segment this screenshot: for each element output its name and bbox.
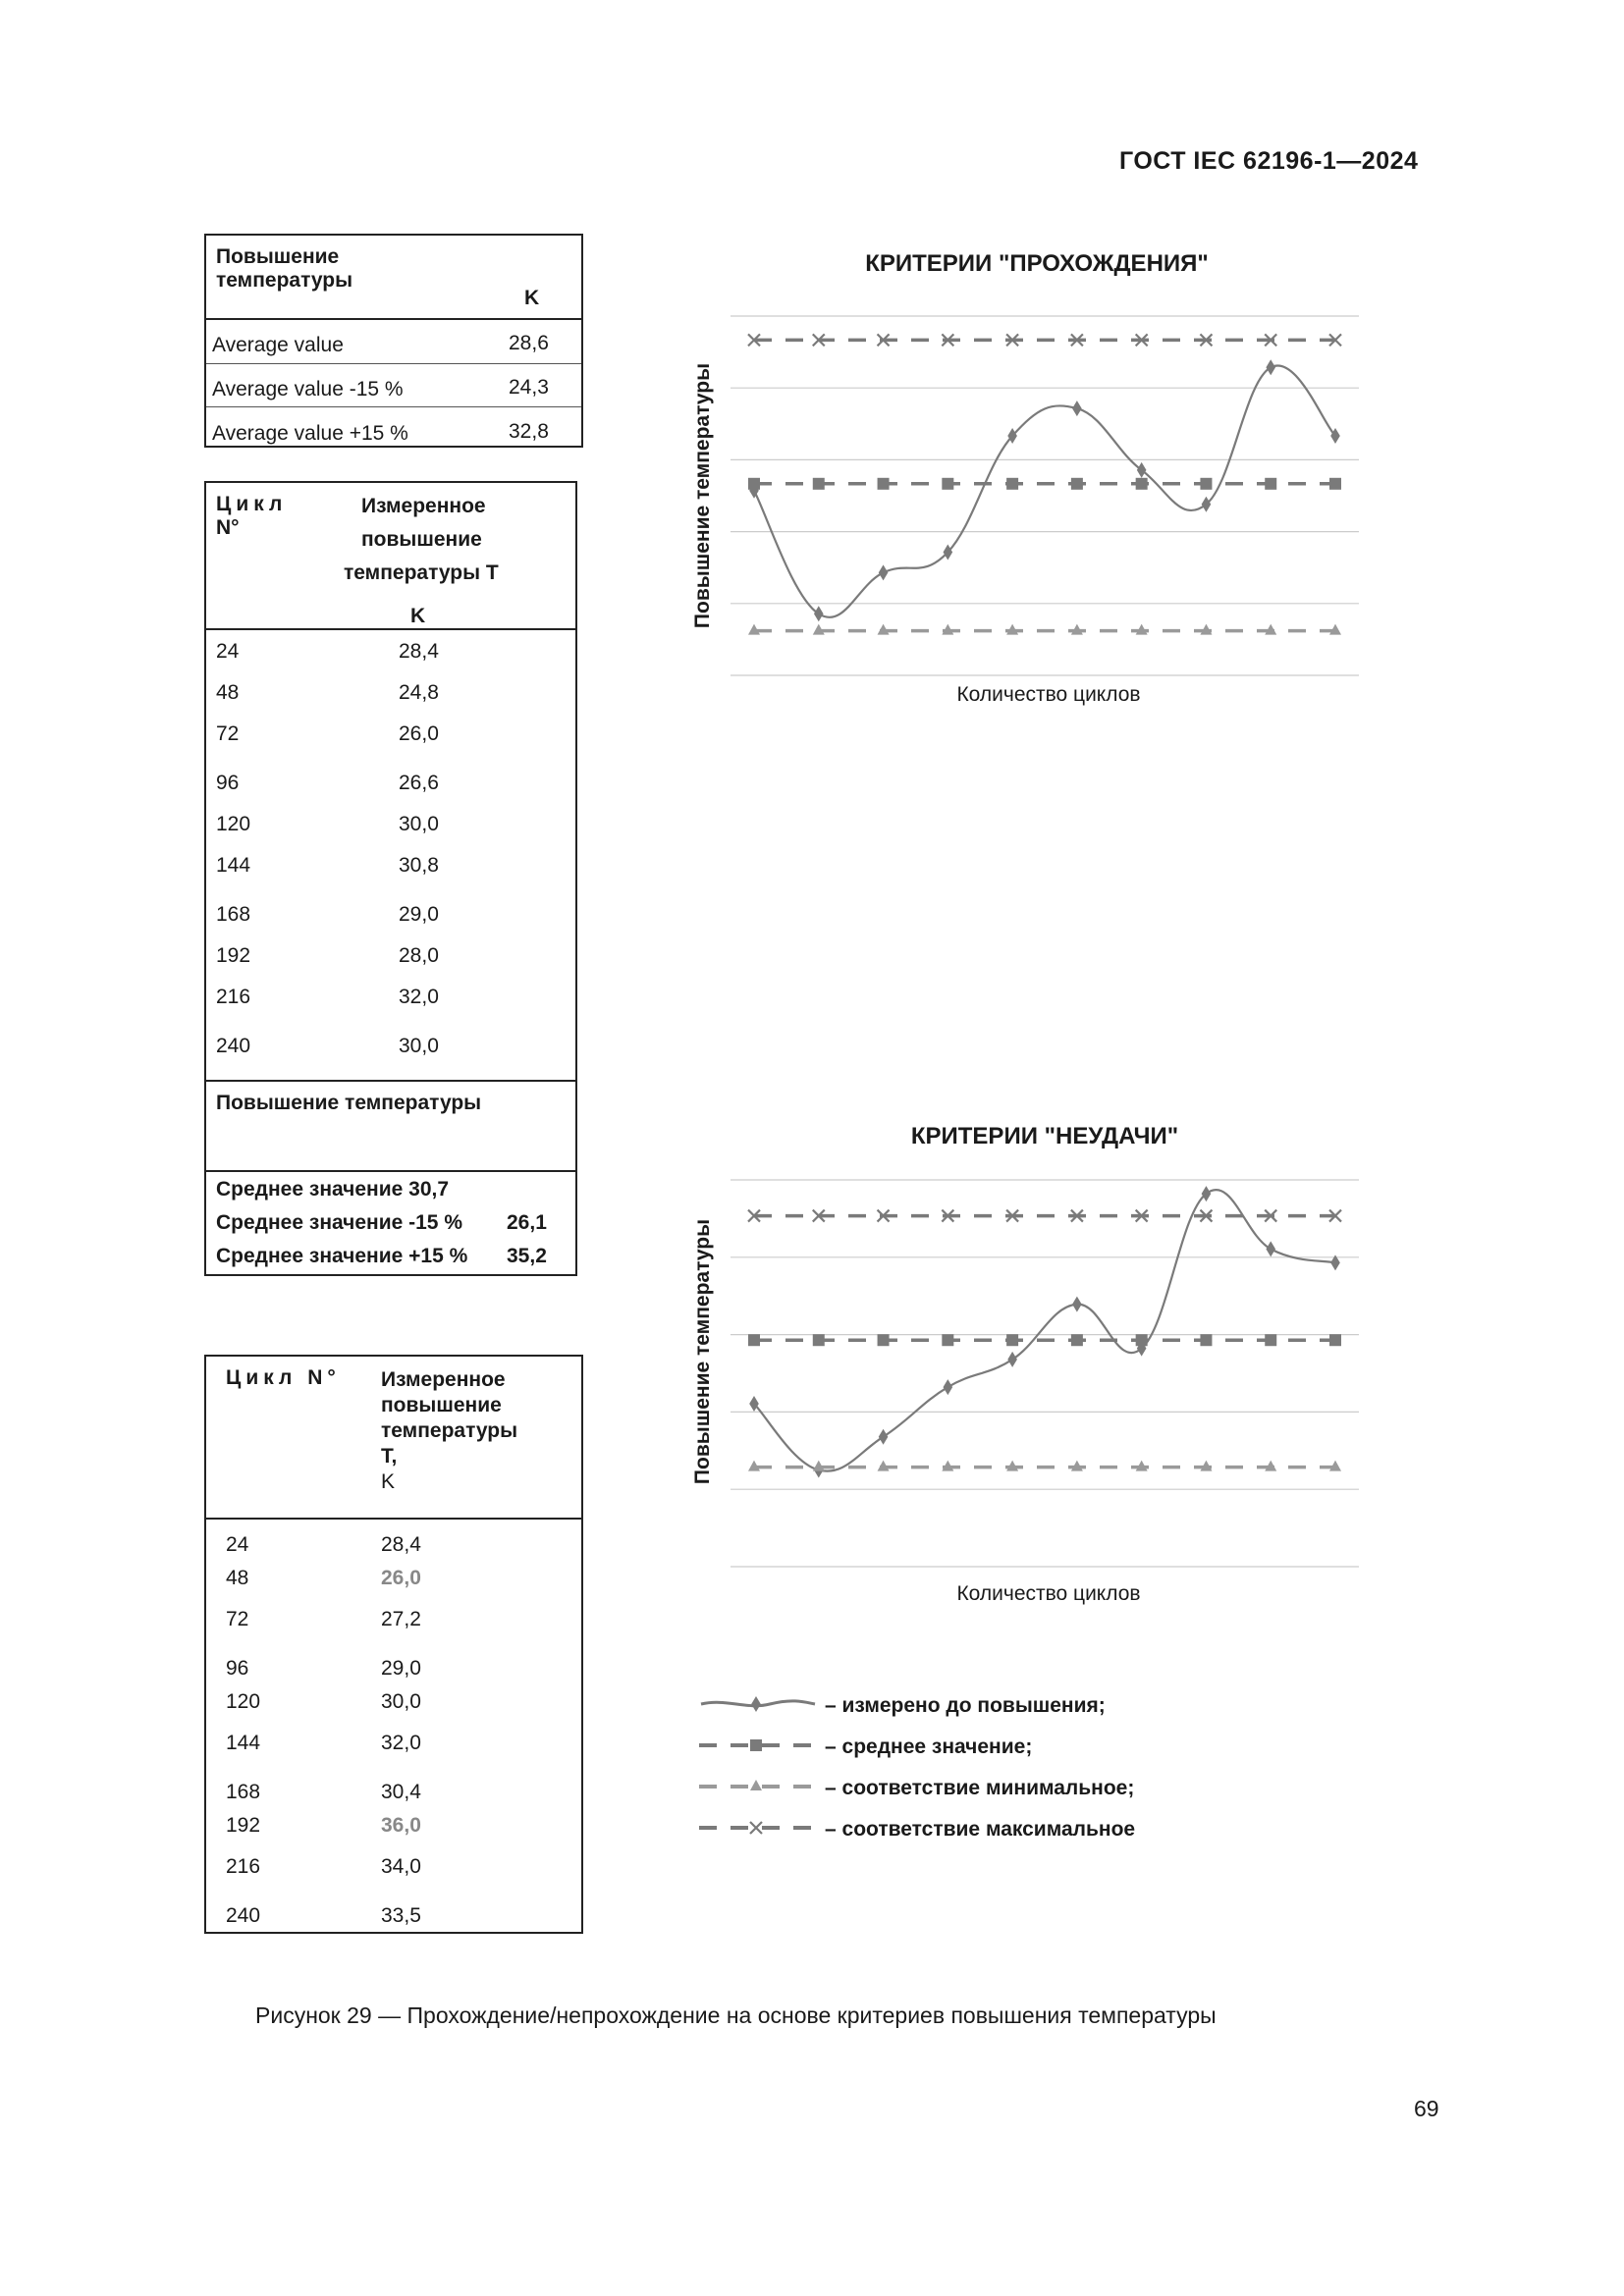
pass-row-value: 30,0 [399, 813, 439, 835]
chart-fail-point-measured [879, 1429, 889, 1445]
pass-row-value: 30,8 [399, 854, 439, 877]
pass-summary-label: Среднее значение -15 % [216, 1211, 462, 1234]
chart-fail-point-average [1200, 1334, 1212, 1346]
legend-label-measured: – измерено до повышения; [825, 1694, 1106, 1717]
pass-row-cycle: 192 [216, 944, 251, 967]
chart-fail-ylabel: Повышение температуры [691, 1218, 714, 1485]
pass-col2-line3: температуры T [344, 561, 499, 584]
chart-pass-point-measured [814, 606, 824, 621]
chart-pass-point-average [748, 478, 760, 490]
chart-fail-point-measured [1202, 1186, 1212, 1201]
fail-row-cycle: 144 [226, 1732, 261, 1754]
fail-row-value: 30,4 [381, 1781, 421, 1803]
chart-fail-point-average [1006, 1334, 1018, 1346]
pass-col2-line2: повышение [361, 528, 482, 551]
chart-pass-series-measured [754, 365, 1335, 616]
legend-marker-measured [751, 1696, 761, 1712]
fail-row-value: 30,0 [381, 1690, 421, 1713]
chart-pass-xlabel: Количество циклов [956, 683, 1141, 706]
pass-col1-line1: Цикл [216, 493, 288, 515]
chart-pass-point-measured [1137, 462, 1147, 478]
fail-row-value: 33,5 [381, 1904, 421, 1927]
fail-row-cycle: 216 [226, 1855, 261, 1878]
avg-row-label: Average value -15 % [212, 378, 404, 400]
avg-row-value: 32,8 [509, 420, 549, 443]
chart-fail-point-average [748, 1334, 760, 1346]
fail-row-value: 27,2 [381, 1608, 421, 1630]
avg-row-value: 28,6 [509, 332, 549, 354]
chart-fail-point-average [1071, 1334, 1083, 1346]
chart-fail-point-average [813, 1334, 825, 1346]
pass-row-cycle: 144 [216, 854, 251, 877]
fail-row-cycle: 48 [226, 1567, 249, 1589]
chart-pass-point-measured [1202, 497, 1212, 512]
chart-pass-point-average [878, 478, 890, 490]
chart-pass-point-average [1329, 478, 1341, 490]
avg-row-value: 24,3 [509, 376, 549, 399]
chart-pass-point-average [1136, 478, 1148, 490]
fail-col1-header: Цикл N° [226, 1366, 341, 1389]
pass-row-cycle: 24 [216, 640, 240, 663]
pass-row-cycle: 72 [216, 722, 240, 745]
legend-label-min: – соответствие минимальное; [825, 1777, 1135, 1799]
legend-marker-max [750, 1822, 762, 1834]
chart-pass-point-average [813, 478, 825, 490]
standard-header: ГОСТ IEC 62196-1—2024 [1119, 147, 1419, 175]
pass-summary-value: 35,2 [507, 1245, 547, 1267]
fail-row-cycle: 24 [226, 1533, 249, 1556]
pass-row-value: 26,0 [399, 722, 439, 745]
fail-col2-unit: K [381, 1470, 396, 1493]
avg-header-line2: температуры [216, 269, 353, 292]
avg-row-label: Average value +15 % [212, 422, 408, 445]
pass-row-cycle: 216 [216, 986, 251, 1008]
pass-summary-label: Среднее значение 30,7 [216, 1178, 450, 1201]
chart-pass-point-average [1265, 478, 1276, 490]
chart-pass-point-average [1071, 478, 1083, 490]
avg-row-label: Average value [212, 334, 344, 356]
pass-row-cycle: 240 [216, 1035, 251, 1057]
pass-row-cycle: 168 [216, 903, 251, 926]
legend-label-max: – соответствие максимальное [825, 1818, 1136, 1841]
chart-fail-point-average [1265, 1334, 1276, 1346]
chart-pass-point-average [942, 478, 953, 490]
pass-col2-line1: Измеренное [361, 495, 486, 517]
pass-row-value: 30,0 [399, 1035, 439, 1057]
chart-fail-point-average [1136, 1334, 1148, 1346]
chart-pass-point-average [1200, 478, 1212, 490]
fail-row-value: 26,0 [381, 1567, 421, 1589]
fail-col2-line1: Измеренное [381, 1368, 506, 1391]
pass-summary-title: Повышение температуры [216, 1092, 482, 1114]
chart-pass-title: КРИТЕРИИ "ПРОХОЖДЕНИЯ" [865, 250, 1209, 277]
chart-fail-title: КРИТЕРИИ "НЕУДАЧИ" [910, 1123, 1179, 1149]
fail-row-cycle: 120 [226, 1690, 261, 1713]
chart-fail-point-average [878, 1334, 890, 1346]
chart-fail-point-average [1329, 1334, 1341, 1346]
fail-row-cycle: 72 [226, 1608, 249, 1630]
chart-fail-point-measured [944, 1379, 953, 1395]
fail-row-value: 28,4 [381, 1533, 421, 1556]
fail-col2-line4: T, [381, 1445, 398, 1468]
fail-row-cycle: 168 [226, 1781, 261, 1803]
chart-fail-point-measured [1072, 1297, 1082, 1312]
fail-col2-line2: повышение [381, 1394, 502, 1416]
figure-caption: Рисунок 29 — Прохождение/непрохождение на основе критериев повышения температуры [255, 2002, 1217, 2028]
fail-col2-line3: температуры [381, 1419, 518, 1442]
fail-row-value: 29,0 [381, 1657, 421, 1680]
fail-row-value: 34,0 [381, 1855, 421, 1878]
chart-pass-ylabel: Повышение температуры [691, 362, 714, 629]
legend-marker-average [750, 1739, 762, 1751]
pass-col2-unit: K [410, 605, 426, 627]
fail-row-value: 36,0 [381, 1814, 421, 1837]
pass-row-cycle: 48 [216, 681, 240, 704]
chart-fail-series-measured [754, 1190, 1335, 1471]
pass-summary-label: Среднее значение +15 % [216, 1245, 468, 1267]
chart-pass-point-measured [879, 564, 889, 580]
chart-pass-point-measured [1266, 359, 1275, 375]
chart-fail-point-measured [1266, 1241, 1275, 1256]
fail-row-cycle: 240 [226, 1904, 261, 1927]
avg-header-unit: K [524, 287, 540, 309]
pass-row-value: 24,8 [399, 681, 439, 704]
pass-row-value: 26,6 [399, 772, 439, 794]
pass-summary-value: 26,1 [507, 1211, 547, 1234]
page-number: 69 [1414, 2096, 1439, 2121]
pass-row-value: 32,0 [399, 986, 439, 1008]
chart-fail-point-measured [1007, 1352, 1017, 1367]
chart-pass-point-measured [1072, 400, 1082, 416]
pass-row-value: 28,4 [399, 640, 439, 663]
pass-col1-line2: N° [216, 516, 240, 539]
pass-row-value: 28,0 [399, 944, 439, 967]
pass-row-cycle: 96 [216, 772, 240, 794]
chart-pass-point-average [1006, 478, 1018, 490]
chart-pass-point-measured [944, 545, 953, 561]
legend-marker-min [750, 1780, 762, 1790]
legend-label-average: – среднее значение; [825, 1735, 1033, 1758]
fail-row-cycle: 192 [226, 1814, 261, 1837]
avg-header-line1: Повышение [216, 245, 340, 268]
chart-fail-point-average [942, 1334, 953, 1346]
pass-row-cycle: 120 [216, 813, 251, 835]
pass-row-value: 29,0 [399, 903, 439, 926]
fail-row-value: 32,0 [381, 1732, 421, 1754]
chart-fail-xlabel: Количество циклов [956, 1582, 1141, 1605]
fail-row-cycle: 96 [226, 1657, 249, 1680]
